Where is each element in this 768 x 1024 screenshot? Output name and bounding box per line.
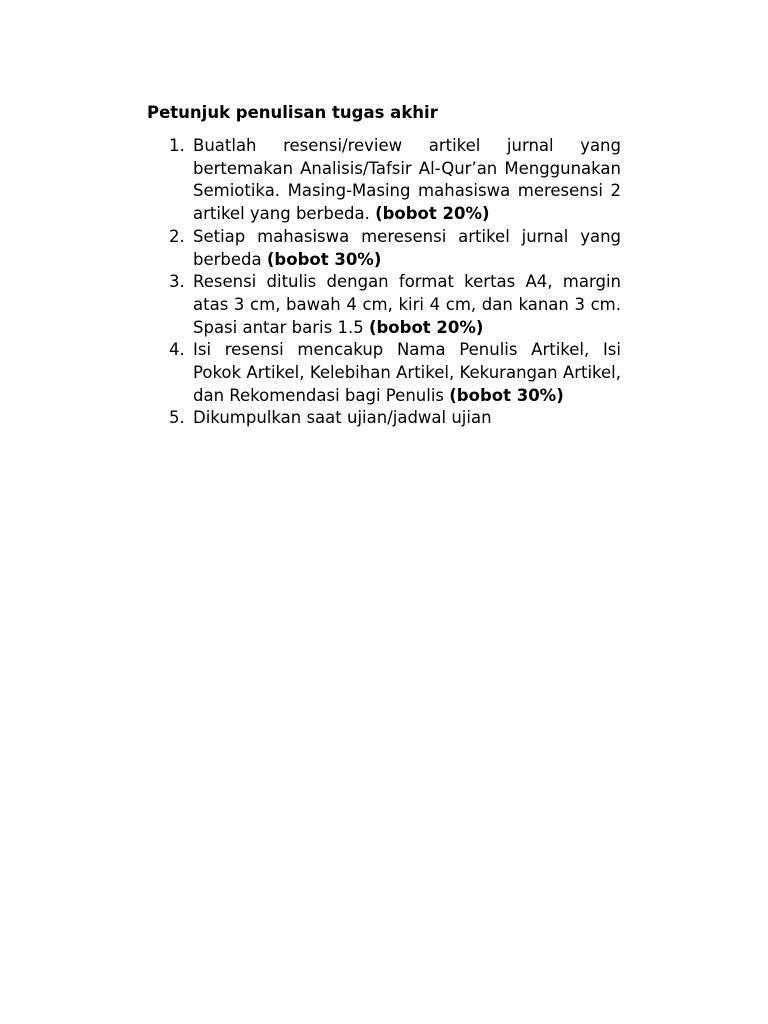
item-text: Isi resensi mencakup Nama Penulis Artikel, Isi Pokok Artikel, Kelebihan Artikel, Kekurangan Artikel, dan Rekomendasi bagi Penulis [193,340,621,405]
item-weight: (bobot 30%) [449,385,564,405]
item-weight: (bobot 20%) [375,204,490,224]
item-number: 5. [169,408,185,428]
instruction-item-4 [147,339,621,407]
instruction-item-2 [147,226,621,271]
item-number: 3. [169,272,185,292]
document-content [147,101,621,430]
item-number: 2. [169,226,185,246]
instruction-item-3 [147,271,621,339]
item-number: 1. [169,136,185,155]
instruction-list [147,135,621,430]
item-weight: (bobot 30%) [266,249,382,269]
item-number: 4. [169,340,185,360]
document-title: Petunjuk penulisan tugas akhir [147,103,438,122]
item-text: Dikumpulkan saat ujian/jadwal ujian [193,408,492,428]
item-text: Resensi ditulis dengan format kertas A4, margin atas 3 cm, bawah 4 cm, kiri 4 cm, dan kanan 3 cm. Spasi antar baris 1.5 [193,272,621,337]
instruction-item-1 [147,135,621,226]
instruction-item-5 [147,407,621,430]
item-weight: (bobot 20%) [368,317,484,337]
item-text: Setiap mahasiswa meresensi artikel jurnal yang berbeda [193,226,621,269]
item-text: Buatlah resensi/review artikel jurnal yang bertemakan Analisis/Tafsir Al-Qur’an Menggunakan Semiotika. Masing-Masing mahasiswa meresensi 2 artikel yang berbeda. [193,136,621,224]
